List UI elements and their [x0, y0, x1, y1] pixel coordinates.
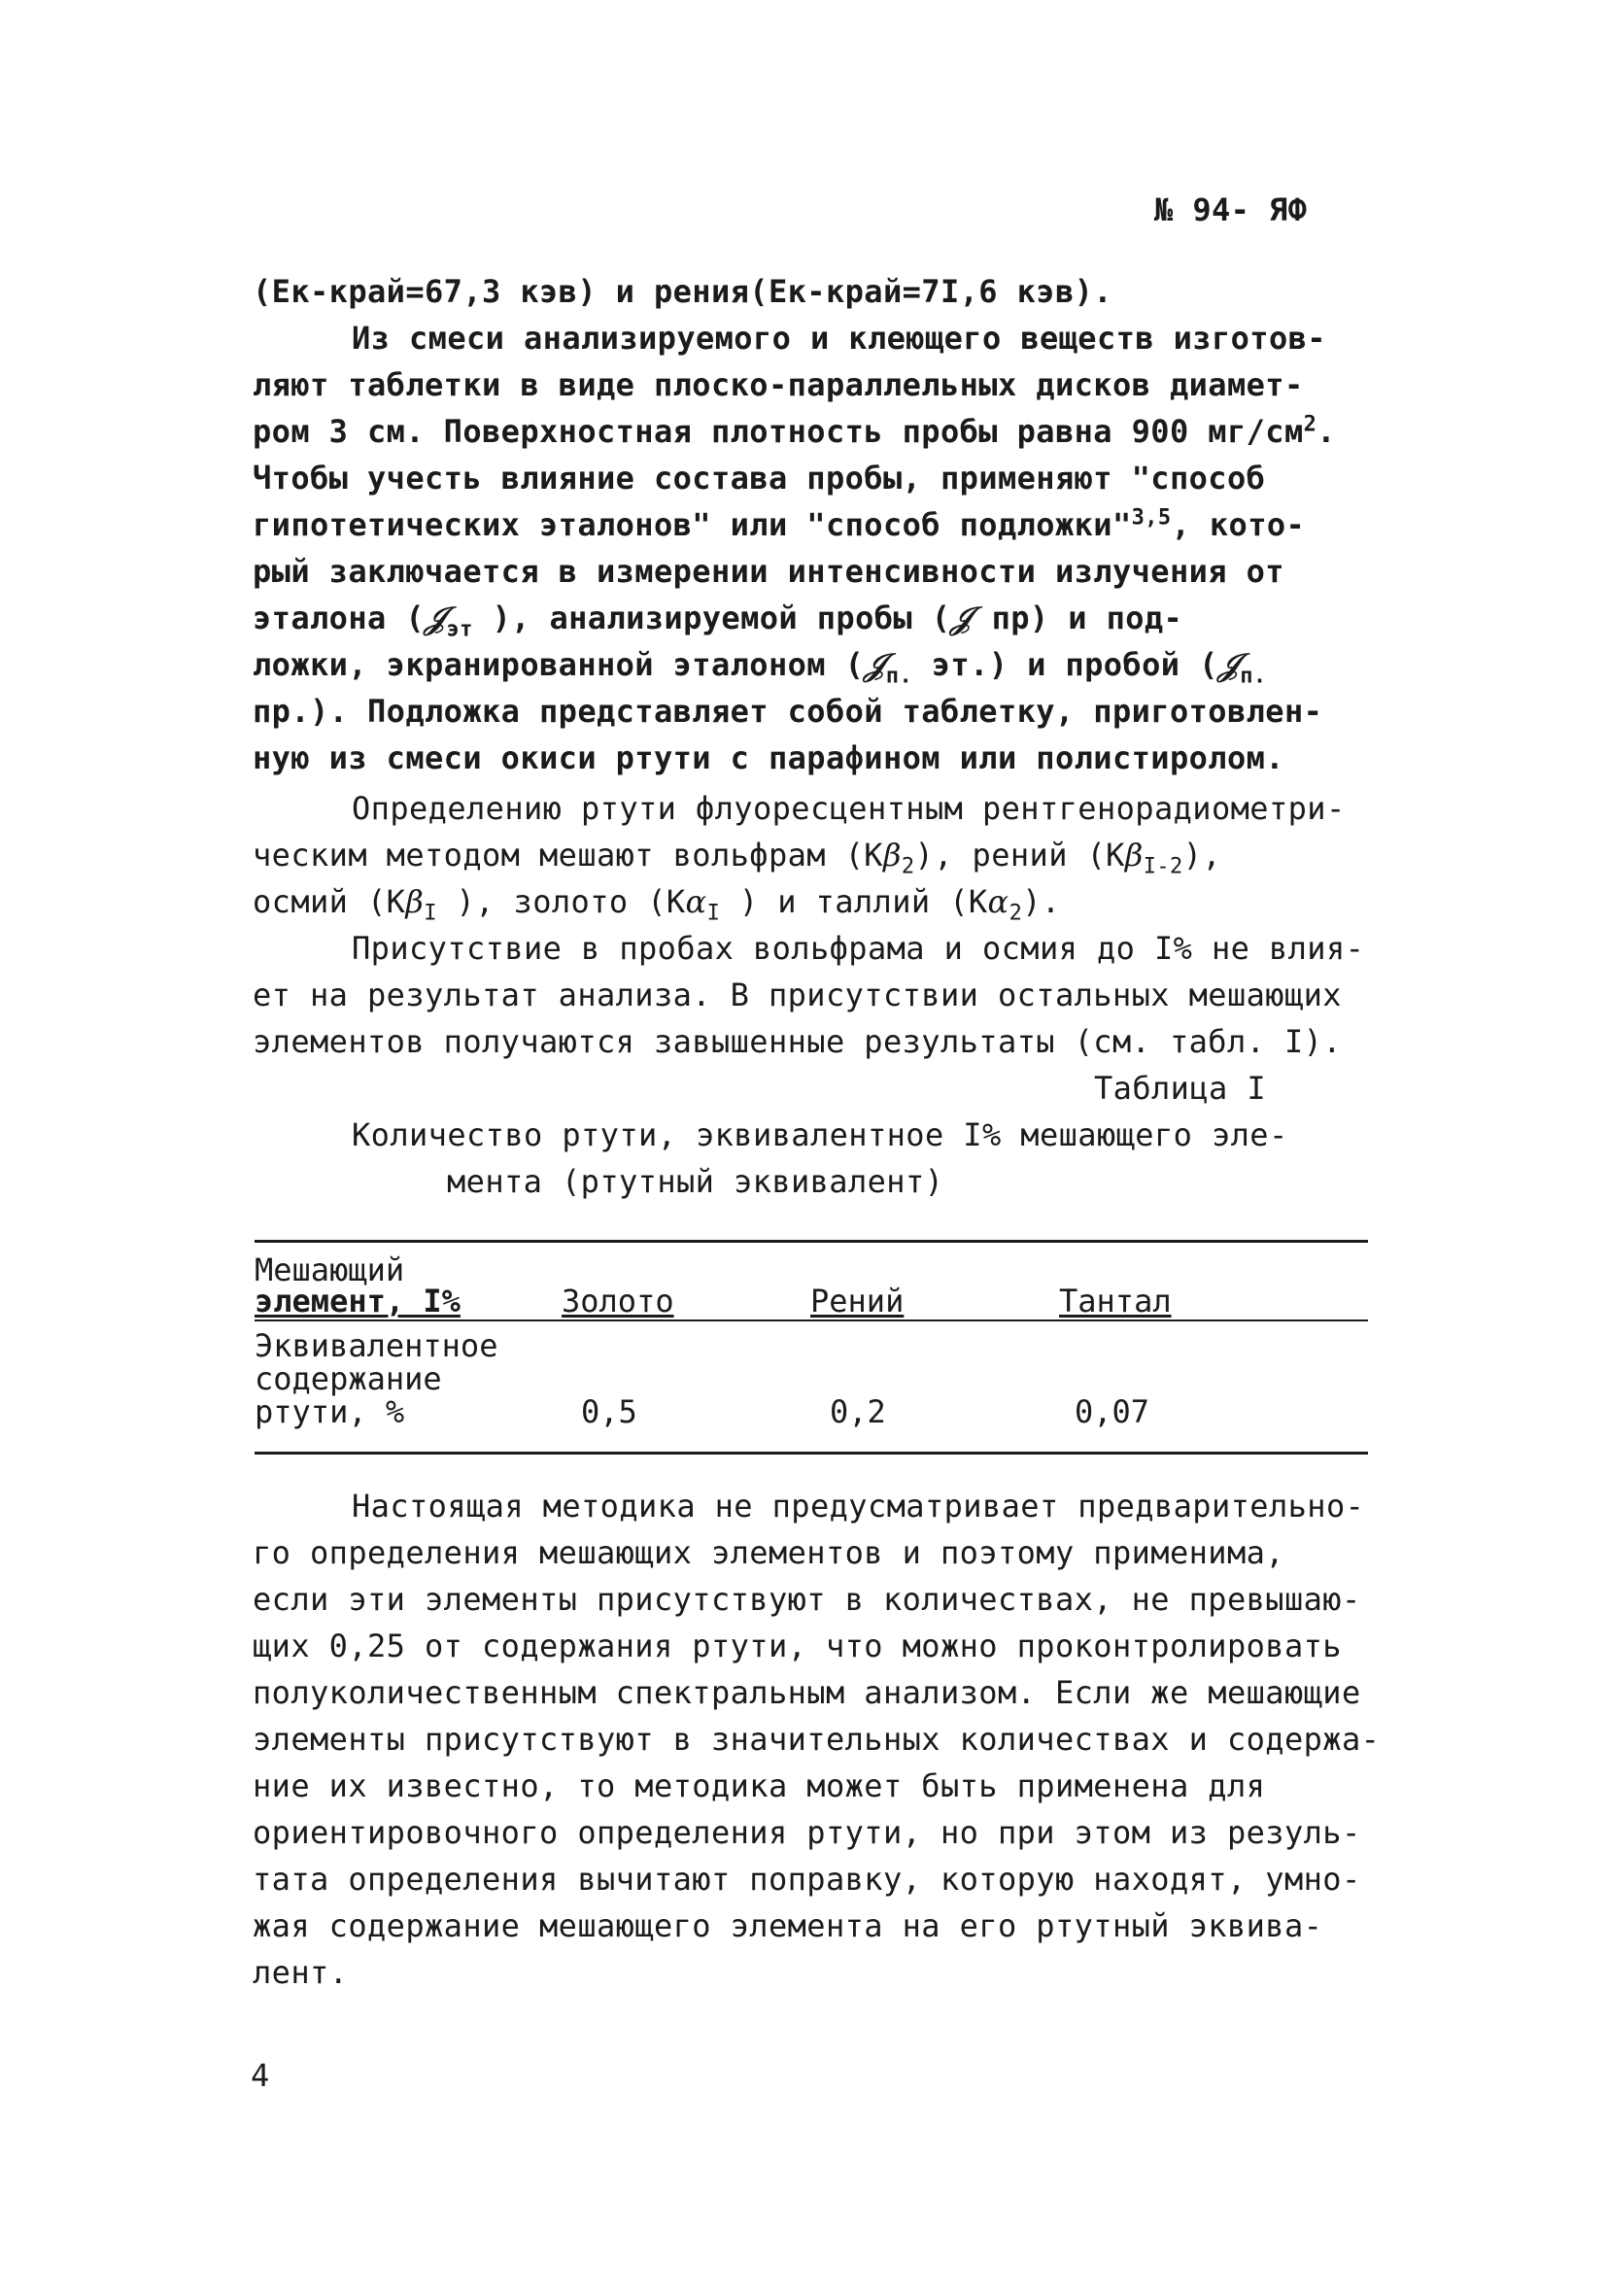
para2-line2-c: ), [1182, 837, 1222, 874]
row-cell-rhenium-value: 0,2 [830, 1393, 886, 1430]
para2-line2-sub2: I-2 [1143, 854, 1183, 879]
para4-line6: элементы присутствуют в значительных количествах и содержа- [253, 1721, 1381, 1758]
beta-symbol: β [405, 883, 425, 920]
para3-line1: Присутствие в пробах вольфрама и осмия до I% не влия- [352, 930, 1365, 967]
para1-line1: (Ек-край=67,3 кэв) и рения(Ек-край=7I,6 кэв). [253, 273, 1112, 310]
table-label: Таблица I [1094, 1070, 1266, 1107]
para3-line3: элементов получаются завышенные результаты (см. табл. I). [253, 1023, 1342, 1060]
beta-symbol: β [882, 837, 902, 874]
para1-line4-superscript: 2 [1303, 412, 1317, 437]
para1-line8-c: пр) и под- [972, 600, 1183, 636]
document-number: № 94- ЯФ [1154, 191, 1308, 228]
para4-line11: лент. [253, 1954, 349, 1991]
table-header-rule [255, 1319, 1368, 1321]
table-caption-line2: мента (ртутный эквивалент) [447, 1163, 944, 1200]
para1-line6-superscript: 3,5 [1131, 505, 1172, 531]
para1-line10: пр.). Подложка представляет собой таблетку, приготовлен- [253, 693, 1323, 730]
para2-line3-sub1: I [424, 901, 437, 926]
beta-symbol: β [1124, 837, 1144, 874]
para2-line3-a: осмий (К [253, 883, 406, 920]
alpha-symbol: α [987, 883, 1009, 920]
para1-line9-sub2: п. [1240, 664, 1267, 689]
table-bottom-rule [255, 1452, 1368, 1455]
para2-line3 [253, 882, 1061, 926]
para4-line8: ориентировочного определения ртути, но при этом из резуль- [253, 1814, 1361, 1851]
para1-line8-b: ), анализируемой пробы ( [472, 600, 951, 636]
para3-line2: ет на результат анализа. В присутствии остальных мешающих [253, 977, 1342, 1013]
page-number: 4 [251, 2057, 270, 2094]
para1-line6-text: гипотетических эталонов" или "способ подложки" [253, 506, 1132, 543]
para1-line6 [253, 505, 1305, 544]
para1-line9-sub1: п. [885, 664, 913, 689]
para1-line5: Чтобы учесть влияние состава пробы, применяют "способ [253, 460, 1266, 497]
row-cell-label-line2: содержание [255, 1360, 442, 1397]
row-cell-gold-value: 0,5 [581, 1393, 637, 1430]
para4-line7: ние их известно, то методика может быть применена для [253, 1767, 1266, 1804]
para1-line8-a: эталона ( [253, 600, 425, 636]
para2-line3-b: ), золото (К [436, 883, 686, 920]
para1-line8-sub: эт [446, 617, 473, 642]
para1-line11: ную из смеси окиси ртути с парафином или полистиролом. [253, 739, 1284, 776]
para2-line2-a: ческим методом мешают вольфрам (К [253, 837, 883, 874]
para4-line2: го определения мешающих элементов и поэтому применима, [253, 1534, 1284, 1571]
para4-line3: если эти элементы присутствуют в количествах, не превышаю- [253, 1581, 1361, 1618]
para1-line9 [253, 645, 1267, 689]
para2-line1: Определению ртути флуоресцентным рентгенорадиометри- [352, 790, 1346, 827]
alpha-symbol: α [685, 883, 707, 920]
para4-line9: тата определения вычитают поправку, которую находят, умно- [253, 1861, 1361, 1898]
para4-line4: щих 0,25 от содержания ртути, что можно проконтролировать [253, 1628, 1342, 1664]
table-caption-line1: Количество ртути, эквивалентное I% мешающего эле- [352, 1116, 1288, 1153]
para1-line8 [253, 599, 1183, 642]
para4-line1: Настоящая методика не предусматривает предварительно- [352, 1488, 1365, 1525]
row-cell-label-line3: ртути, % [255, 1393, 405, 1430]
intensity-symbol: 𝒥 [1217, 646, 1241, 683]
row-cell-tantalum-value: 0,07 [1075, 1393, 1150, 1430]
para1-line9-b: эт.) и пробой ( [912, 646, 1218, 683]
header-cell-element-unit: элемент, I% [255, 1283, 461, 1319]
para1-line2: Из смеси анализируемого и клеющего веществ изготов- [352, 320, 1326, 357]
intensity-symbol: 𝒥 [425, 600, 447, 636]
para4-line5: полуколичественным спектральным анализом. Если же мешающие [253, 1674, 1361, 1711]
para1-line4-end: . [1316, 413, 1336, 450]
para2-line3-sub3: 2 [1009, 901, 1023, 926]
intensity-symbol: 𝒥 [950, 600, 973, 636]
table-top-rule [255, 1240, 1368, 1243]
para2-line2-sub1: 2 [901, 854, 915, 879]
para2-line3-d: ). [1022, 883, 1061, 920]
intensity-symbol: 𝒥 [864, 646, 886, 683]
para1-line4-text: ром 3 см. Поверхностная плотность пробы равна 900 мг/см [253, 413, 1304, 450]
para2-line3-sub2: I [706, 901, 721, 926]
header-cell-tantalum: Тантал [1059, 1283, 1172, 1319]
para4-line10: жая содержание мешающего элемента на его ртутный эквива- [253, 1907, 1323, 1944]
para1-line7: рый заключается в измерении интенсивности излучения от [253, 553, 1284, 590]
para1-line9-a: ложки, экранированной эталоном ( [253, 646, 865, 683]
header-cell-rhenium: Рений [810, 1283, 905, 1319]
para1-line6-end: , кото- [1171, 506, 1306, 543]
para2-line3-c: ) и таллий (К [720, 883, 988, 920]
para1-line4 [253, 412, 1336, 451]
header-cell-element: Мешающий [255, 1251, 405, 1288]
para2-line2-b: ), рений (К [914, 837, 1125, 874]
para1-line3: ляют таблетки в виде плоско-параллельных дисков диамет- [253, 366, 1304, 403]
para2-line2 [253, 836, 1222, 879]
row-cell-label-line1: Эквивалентное [255, 1327, 498, 1364]
header-cell-gold: Золото [562, 1283, 674, 1319]
